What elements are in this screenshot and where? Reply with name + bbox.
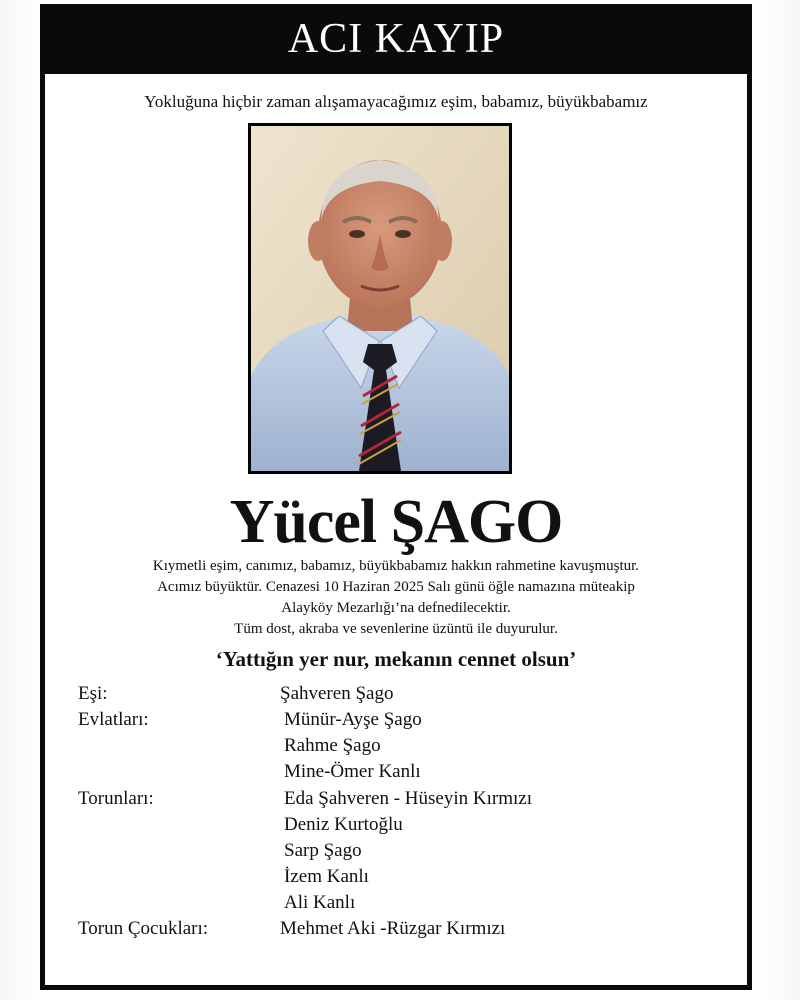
portrait-photo: [248, 123, 512, 474]
grandchild-name: Deniz Kurtoğlu: [284, 814, 403, 835]
grandchild-name: Ali Kanlı: [284, 892, 356, 913]
grandchild-name: İzem Kanlı: [284, 866, 369, 887]
announcement-line: Kıymetli eşim, canımız, babamız, büyükbabamız hakkın rahmetine kavuşmuştur.: [152, 558, 640, 574]
spouse-name: Şahveren Şago: [280, 683, 394, 704]
announcement-text: [60, 556, 732, 640]
grandchild-name: Eda Şahveren - Hüseyin Kırmızı: [284, 788, 532, 809]
announcement-line: Acımız büyüktür. Cenazesi 10 Haziran 2025 Salı günü öğle namazına müteakip: [157, 579, 635, 595]
header-bar: [40, 4, 752, 74]
great-grandchildren-names: Mehmet Aki -Rüzgar Kırmızı: [280, 918, 506, 939]
memorial-quote: ‘Yattığın yer nur, mekanın cennet olsun’: [215, 647, 577, 671]
child-name: Rahme Şago: [284, 735, 381, 756]
announcement-line: Tüm dost, akraba ve sevenlerine üzüntü ile duyurulur.: [234, 621, 558, 637]
spouse-label: Eşi:: [78, 683, 108, 704]
deceased-name: Yücel ŞAGO: [229, 488, 563, 556]
children-label: Evlatları:: [78, 709, 149, 730]
great-grandchildren-label: Torun Çocukları:: [78, 918, 209, 939]
intro-text: Yokluğuna hiçbir zaman alışamayacağımız eşim, babamız, büyükbabamız: [144, 92, 648, 111]
grandchildren-label: Torunları:: [78, 788, 154, 809]
child-name: Münür-Ayşe Şago: [284, 709, 422, 730]
grandchild-name: Sarp Şago: [284, 840, 362, 861]
header-title: ACI KAYIP: [287, 16, 505, 62]
announcement-line: Alayköy Mezarlığı’na defnedilecektir.: [281, 600, 511, 616]
child-name: Mine-Ömer Kanlı: [284, 761, 421, 782]
